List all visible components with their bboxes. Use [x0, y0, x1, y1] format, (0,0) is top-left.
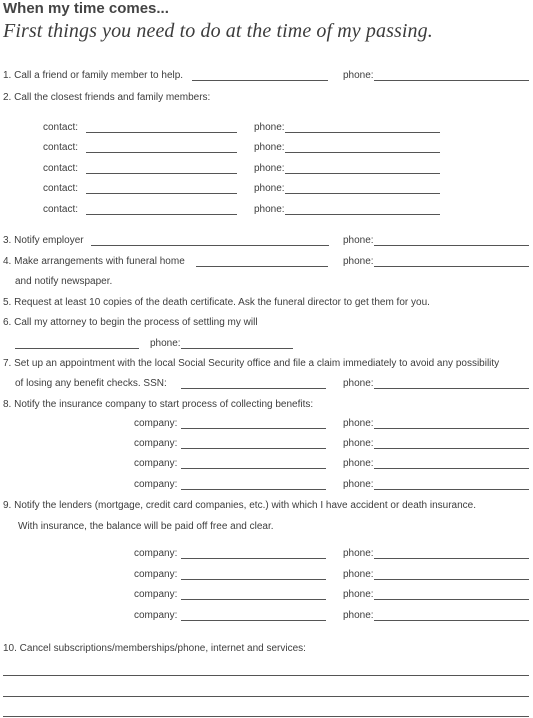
lender-company-field-3[interactable] [181, 599, 326, 600]
contact-phone-label-3: phone: [254, 163, 285, 174]
contact-phone-field-3[interactable] [285, 173, 440, 174]
insurance-company-label-2: company: [134, 438, 178, 449]
insurance-phone-field-3[interactable] [374, 468, 529, 469]
insurance-phone-label-4: phone: [343, 479, 374, 490]
cancel-services-line-3[interactable] [3, 716, 529, 717]
contact-label-2: contact: [43, 142, 79, 153]
item-1-text: 1. Call a friend or family member to help. [3, 70, 184, 81]
cancel-services-line-2[interactable] [3, 696, 529, 697]
lender-phone-label-3: phone: [343, 589, 374, 600]
item-1-name-field[interactable] [192, 80, 328, 81]
insurance-phone-label-3: phone: [343, 458, 374, 469]
item-5-text: 5. Request at least 10 copies of the death certificate. Ask the funeral director to get them for you. [3, 297, 430, 308]
insurance-phone-field-4[interactable] [374, 489, 529, 490]
item-8-text: 8. Notify the insurance company to start process of collecting benefits: [3, 399, 314, 410]
contact-phone-field-1[interactable] [285, 132, 440, 133]
contact-phone-field-5[interactable] [285, 214, 440, 215]
item-7-text-cont: of losing any benefit checks. SSN: [15, 378, 167, 389]
insurance-company-field-1[interactable] [181, 428, 326, 429]
insurance-company-field-4[interactable] [181, 489, 326, 490]
contact-label-4: contact: [43, 183, 79, 194]
lender-company-field-4[interactable] [181, 620, 326, 621]
lender-phone-label-2: phone: [343, 569, 374, 580]
insurance-company-label-3: company: [134, 458, 178, 469]
lender-company-field-2[interactable] [181, 579, 326, 580]
insurance-company-label-1: company: [134, 418, 178, 429]
contact-phone-field-4[interactable] [285, 193, 440, 194]
insurance-phone-label-2: phone: [343, 438, 374, 449]
item-7-phone-field[interactable] [374, 388, 529, 389]
page-title: When my time comes... [3, 0, 169, 17]
lender-phone-label-1: phone: [343, 548, 374, 559]
contact-field-1[interactable] [86, 132, 237, 133]
lender-phone-field-2[interactable] [374, 579, 529, 580]
item-6-text: 6. Call my attorney to begin the process of settling my will [3, 317, 258, 328]
item-4-funeral-home-field[interactable] [196, 266, 328, 267]
item-3-phone-label: phone: [343, 235, 374, 246]
contact-phone-label-1: phone: [254, 122, 285, 133]
lender-phone-label-4: phone: [343, 610, 374, 621]
item-9-text: 9. Notify the lenders (mortgage, credit card companies, etc.) with which I have accident or death insurance. [3, 500, 477, 511]
item-9-text-cont: With insurance, the balance will be paid off free and clear. [18, 521, 274, 532]
item-6-phone-label: phone: [150, 338, 181, 349]
item-4-phone-label: phone: [343, 256, 374, 267]
item-10-text: 10. Cancel subscriptions/memberships/phone, internet and services: [3, 643, 306, 654]
contact-label-3: contact: [43, 163, 79, 174]
lender-company-field-1[interactable] [181, 558, 326, 559]
lender-company-label-3: company: [134, 589, 178, 600]
contact-field-2[interactable] [86, 152, 237, 153]
item-4-text-cont: and notify newspaper. [15, 276, 113, 287]
cancel-services-line-1[interactable] [3, 675, 529, 676]
item-7-phone-label: phone: [343, 378, 374, 389]
insurance-phone-label-1: phone: [343, 418, 374, 429]
insurance-company-field-3[interactable] [181, 468, 326, 469]
item-2-text: 2. Call the closest friends and family members: [3, 92, 211, 103]
contact-phone-label-4: phone: [254, 183, 285, 194]
lender-phone-field-3[interactable] [374, 599, 529, 600]
item-4-phone-field[interactable] [374, 266, 529, 267]
item-6-phone-field[interactable] [181, 348, 293, 349]
lender-company-label-2: company: [134, 569, 178, 580]
contact-field-5[interactable] [86, 214, 237, 215]
item-3-phone-field[interactable] [374, 245, 529, 246]
lender-phone-field-4[interactable] [374, 620, 529, 621]
item-1-phone-field[interactable] [374, 80, 529, 81]
lender-phone-field-1[interactable] [374, 558, 529, 559]
lender-company-label-1: company: [134, 548, 178, 559]
item-3-text: 3. Notify employer [3, 235, 84, 246]
contact-field-4[interactable] [86, 193, 237, 194]
contact-phone-label-2: phone: [254, 142, 285, 153]
item-4-text: 4. Make arrangements with funeral home [3, 256, 185, 267]
contact-field-3[interactable] [86, 173, 237, 174]
item-7-text: 7. Set up an appointment with the local Social Security office and file a claim immediately to avoid any possibility [3, 358, 500, 369]
lender-company-label-4: company: [134, 610, 178, 621]
contact-phone-label-5: phone: [254, 204, 285, 215]
item-7-ssn-field[interactable] [181, 388, 326, 389]
insurance-company-label-4: company: [134, 479, 178, 490]
item-1-phone-label: phone: [343, 70, 374, 81]
contact-phone-field-2[interactable] [285, 152, 440, 153]
insurance-phone-field-2[interactable] [374, 448, 529, 449]
contact-label-1: contact: [43, 122, 79, 133]
insurance-company-field-2[interactable] [181, 448, 326, 449]
page-subtitle: First things you need to do at the time of my passing. [3, 20, 433, 42]
item-3-employer-field[interactable] [91, 245, 329, 246]
insurance-phone-field-1[interactable] [374, 428, 529, 429]
contact-label-5: contact: [43, 204, 79, 215]
item-6-attorney-field[interactable] [15, 348, 139, 349]
